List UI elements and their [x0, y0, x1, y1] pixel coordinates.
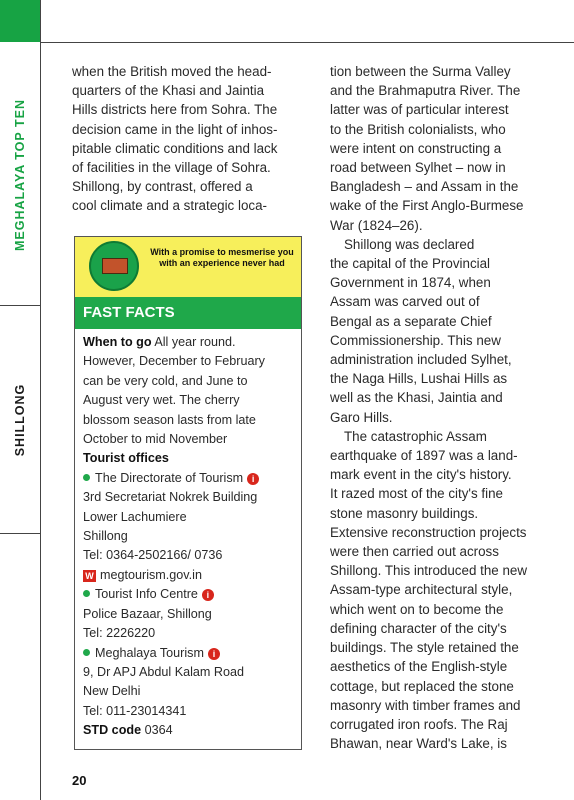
when-to-go-text: October to mid November — [83, 432, 228, 447]
body-line: stone masonry buildings. — [330, 505, 479, 521]
body-line: Extensive reconstruction projects — [330, 524, 527, 540]
body-line: were then carried out across — [330, 544, 499, 560]
body-line: Bangladesh – and Assam in the — [330, 179, 519, 195]
office-name: Meghalaya Tourism — [95, 645, 204, 660]
body-line: Assam was carved out of — [330, 294, 480, 310]
when-to-go-text: August very wet. The cherry — [83, 393, 240, 408]
office-phone: Tel: 011-23014341 — [83, 703, 187, 718]
body-line: earthquake of 1897 was a land- — [330, 448, 518, 464]
office-name: The Directorate of Tourism — [95, 470, 244, 485]
office-address: 9, Dr APJ Abdul Kalam Road — [83, 664, 245, 679]
std-code-value: 0364 — [144, 723, 173, 738]
when-to-go-text: However, December to February — [83, 354, 265, 369]
promo-banner — [75, 237, 301, 297]
body-line: Garo Hills. — [330, 409, 393, 425]
page-number: 20 — [72, 773, 87, 788]
body-line: the capital of the Provincial — [330, 256, 491, 272]
body-line: road between Sylhet – now in — [330, 160, 506, 176]
header-rule — [40, 42, 574, 43]
body-line: Commissionership. This new — [330, 332, 501, 348]
fast-facts-box — [74, 236, 302, 750]
body-line: mark event in the city's history. — [330, 467, 512, 483]
body-line: decision came in the light of inhos- — [72, 121, 278, 137]
body-line: cool climate and a strategic loca- — [72, 198, 268, 214]
when-to-go-text: blossom season lasts from late — [83, 412, 256, 427]
body-line: aesthetics of the English-style — [330, 659, 508, 675]
fast-facts-body — [83, 333, 295, 741]
body-line: Shillong, by contrast, offered a — [72, 179, 253, 195]
body-line: Hills districts here from Sohra. The — [72, 102, 278, 118]
office-address: Police Bazaar, Shillong — [83, 606, 212, 621]
body-line: and the Brahmaputra River. The — [330, 83, 521, 99]
side-accent-block — [0, 0, 40, 42]
body-line: latter was of particular interest — [330, 102, 509, 118]
body-line: tion between the Surma Valley — [330, 64, 511, 79]
bullet-icon — [83, 590, 90, 597]
side-divider — [0, 305, 40, 306]
when-to-go-text: can be very cold, and June to — [83, 373, 248, 388]
text-column-right — [330, 62, 568, 753]
body-line: pitable climatic conditions and lack — [72, 140, 278, 156]
fast-facts-heading: FAST FACTS — [75, 297, 301, 329]
side-divider — [0, 533, 40, 534]
body-line: Assam-type architectural style, — [330, 582, 513, 598]
std-code-label: STD code — [83, 723, 142, 738]
body-line: well as the Khasi, Jaintia and — [330, 390, 503, 406]
office-phone: Tel: 2226220 — [83, 626, 156, 641]
website-icon: W — [83, 570, 96, 582]
website-link[interactable]: megtourism.gov.in — [100, 567, 202, 582]
body-line: corrugated iron roofs. The Raj — [330, 716, 508, 732]
promo-text: With a promise to mesmerise you with an experience never had — [150, 247, 294, 268]
chapter-label: SHILLONG — [13, 383, 27, 457]
body-line: which went on to become the — [330, 601, 504, 617]
margin-rule — [40, 0, 41, 800]
text-column-left — [72, 62, 304, 216]
body-line: were intent on constructing a — [330, 140, 502, 156]
when-to-go-label: When to go — [83, 335, 152, 349]
logo-house-icon — [102, 258, 128, 274]
body-line: when the British moved the head- — [72, 64, 272, 79]
office-address: 3rd Secretariat Nokrek Building — [83, 490, 258, 505]
body-line: Bhawan, near Ward's Lake, is — [330, 736, 507, 752]
info-icon: i — [202, 589, 214, 601]
body-line: of facilities in the village of Sohra. — [72, 160, 271, 176]
bullet-icon — [83, 649, 90, 656]
when-to-go-text: All year round. — [154, 335, 236, 349]
body-line: quarters of the Khasi and Jaintia — [72, 83, 265, 99]
meghalaya-tourism-logo — [89, 241, 139, 291]
side-tab — [0, 0, 40, 800]
body-line: The catastrophic Assam — [344, 428, 487, 444]
body-line: administration included Sylhet, — [330, 352, 512, 368]
body-line: the Naga Hills, Lushai Hills as — [330, 371, 508, 387]
office-name: Tourist Info Centre — [95, 587, 198, 602]
info-icon: i — [208, 648, 220, 660]
office-phone: Tel: 0364-2502166/ 0736 — [83, 548, 223, 563]
body-line: wake of the First Anglo-Burmese — [330, 198, 524, 214]
office-address: Shillong — [83, 529, 128, 544]
body-line: Government in 1874, when — [330, 275, 491, 291]
body-line: defining character of the city's — [330, 620, 507, 636]
body-line: Shillong was declared — [344, 236, 475, 252]
body-line: masonry with timber frames and — [330, 697, 521, 713]
bullet-icon — [83, 474, 90, 481]
body-line: Bengal as a separate Chief — [330, 313, 492, 329]
body-line: It razed most of the city's fine — [330, 486, 503, 502]
body-line: to the British colonialists, who — [330, 121, 506, 137]
office-address: New Delhi — [83, 684, 141, 699]
body-line: buildings. The style retained the — [330, 640, 519, 656]
office-address: Lower Lachumiere — [83, 509, 187, 524]
body-line: cottage, but replaced the stone — [330, 678, 514, 694]
body-line: War (1824–26). — [330, 217, 423, 233]
section-label: MEGHALAYA TOP TEN — [13, 99, 27, 251]
body-line: Shillong. This introduced the new — [330, 563, 528, 579]
tourist-offices-label: Tourist offices — [83, 451, 169, 466]
info-icon: i — [247, 473, 259, 485]
